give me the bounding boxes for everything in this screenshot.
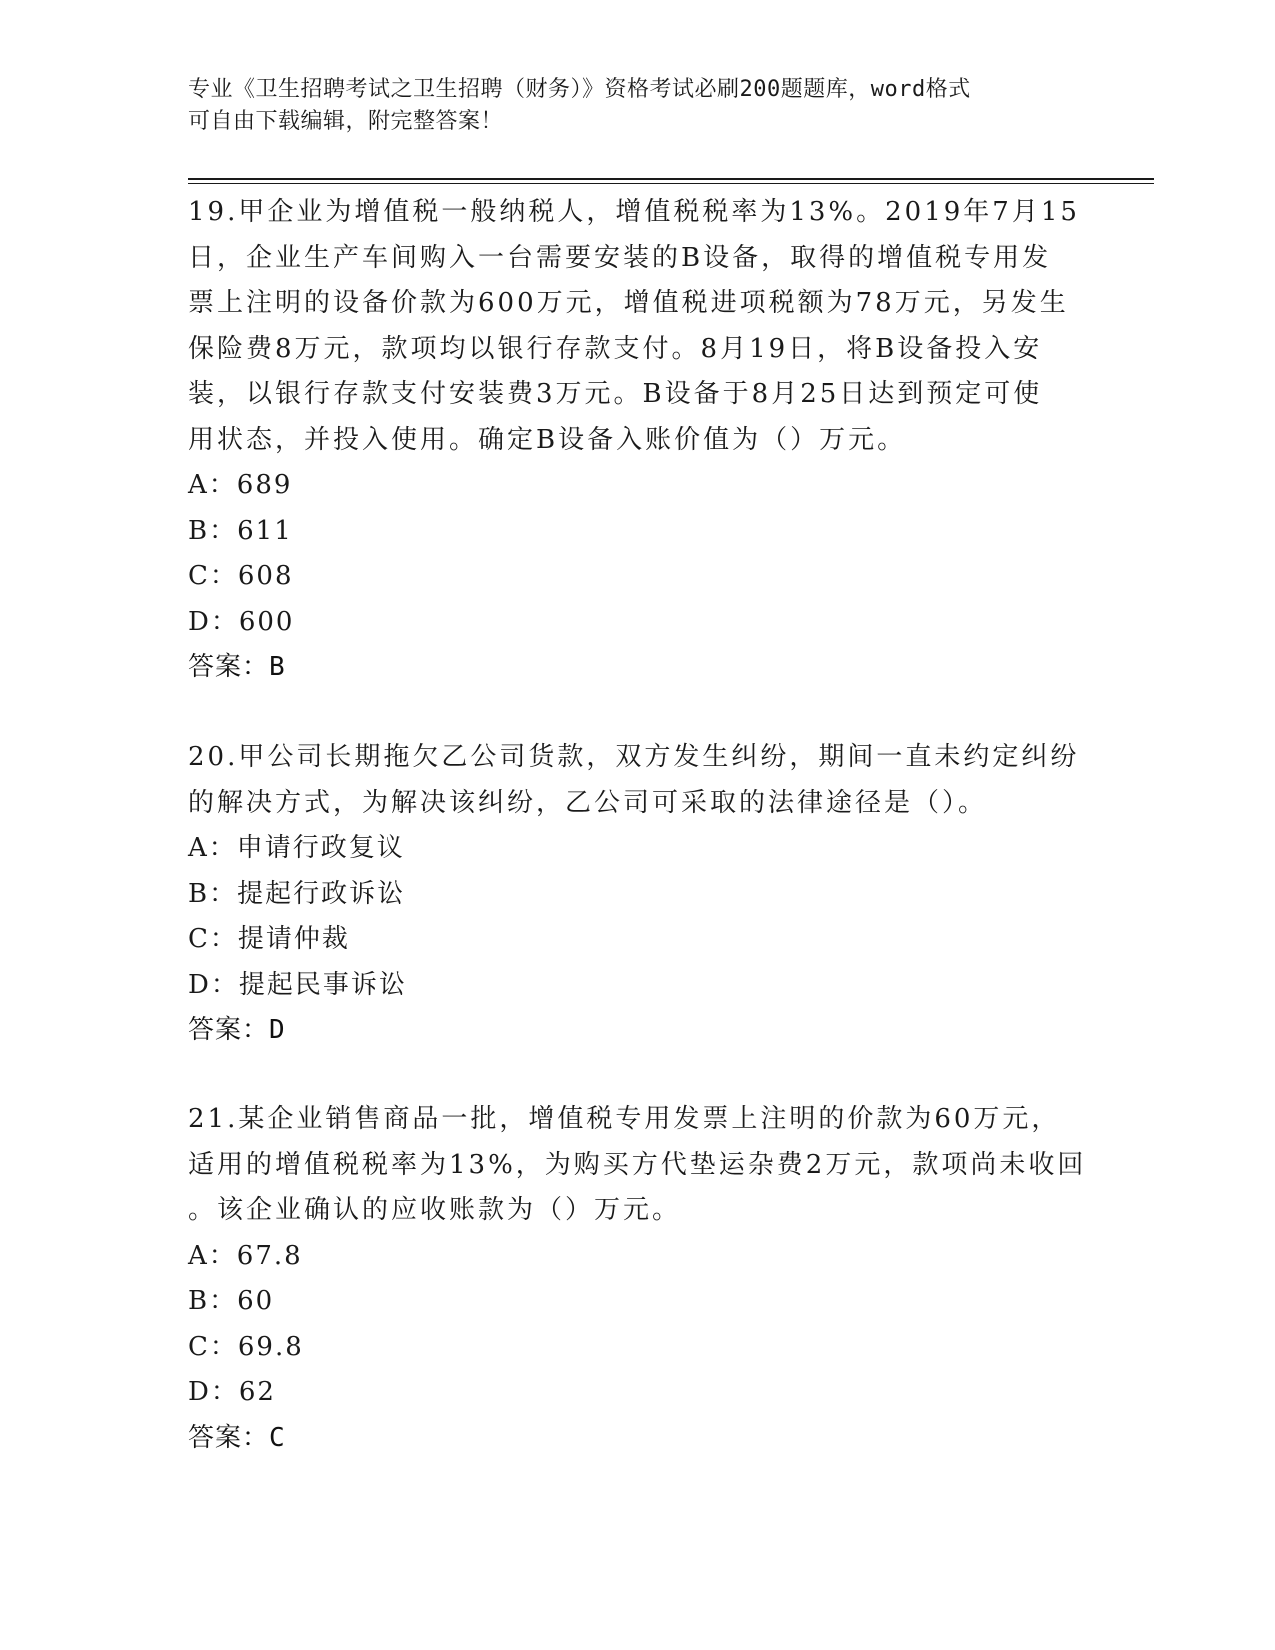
option-a: A：689 xyxy=(188,470,293,500)
option-d: D：62 xyxy=(188,1377,276,1407)
header-line-1: 专业《卫生招聘考试之卫生招聘（财务）》资格考试必刷200题题库，word格式 xyxy=(188,77,971,102)
option-c: C：提请仲裁 xyxy=(188,924,350,954)
option-b: B：提起行政诉讼 xyxy=(188,878,406,909)
option-a: A：申请行政复议 xyxy=(188,833,405,863)
document-header xyxy=(188,74,1068,138)
header-divider-thick xyxy=(188,178,1154,180)
header-divider-thin xyxy=(188,183,1154,184)
option-d: D：提起民事诉讼 xyxy=(188,969,407,1000)
answer: 答案：B xyxy=(188,652,286,682)
option-c: C：608 xyxy=(188,561,294,591)
question-stem: 20.甲公司长期拖欠乙公司货款，双方发生纠纷，期间一直未约定纠纷 的解决方式，为解决该纠纷，乙公司可采取的法律途径是（）。 xyxy=(188,742,1080,818)
question-19 xyxy=(188,190,1088,691)
option-c: C：69.8 xyxy=(188,1331,304,1362)
option-d: D：600 xyxy=(188,606,295,637)
question-21 xyxy=(188,1097,1088,1461)
question-stem: 21.某企业销售商品一批，增值税专用发票上注明的价款为60万元， 适用的增值税税率为13%，为购买方代垫运杂费2万元，款项尚未收回 。该企业确认的应收账款为（）万元。 xyxy=(188,1104,1087,1225)
option-a: A：67.8 xyxy=(188,1240,303,1271)
answer: 答案：C xyxy=(188,1422,286,1453)
answer: 答案：D xyxy=(188,1015,286,1045)
header-line-2: 可自由下载编辑，附完整答案！ xyxy=(188,109,504,134)
option-b: B：60 xyxy=(188,1286,275,1316)
option-b: B：611 xyxy=(188,515,293,546)
question-20 xyxy=(188,735,1088,1054)
question-stem: 19.甲企业为增值税一般纳税人，增值税税率为13%。2019年7月15 日，企业生产车间购入一台需要安装的B设备，取得的增值税专用发 票上注明的设备价款为600万元，增值税进项税额为78万元，另发生 保险费8万元，款项均以银行存款支付。8月19日，将B设备投入安 装，以银行存款支付安装费3万元。B设备于8月25日达到预定可使 用状态，并投入使用。确定B设备入账价值为（）万元。 xyxy=(188,197,1080,455)
